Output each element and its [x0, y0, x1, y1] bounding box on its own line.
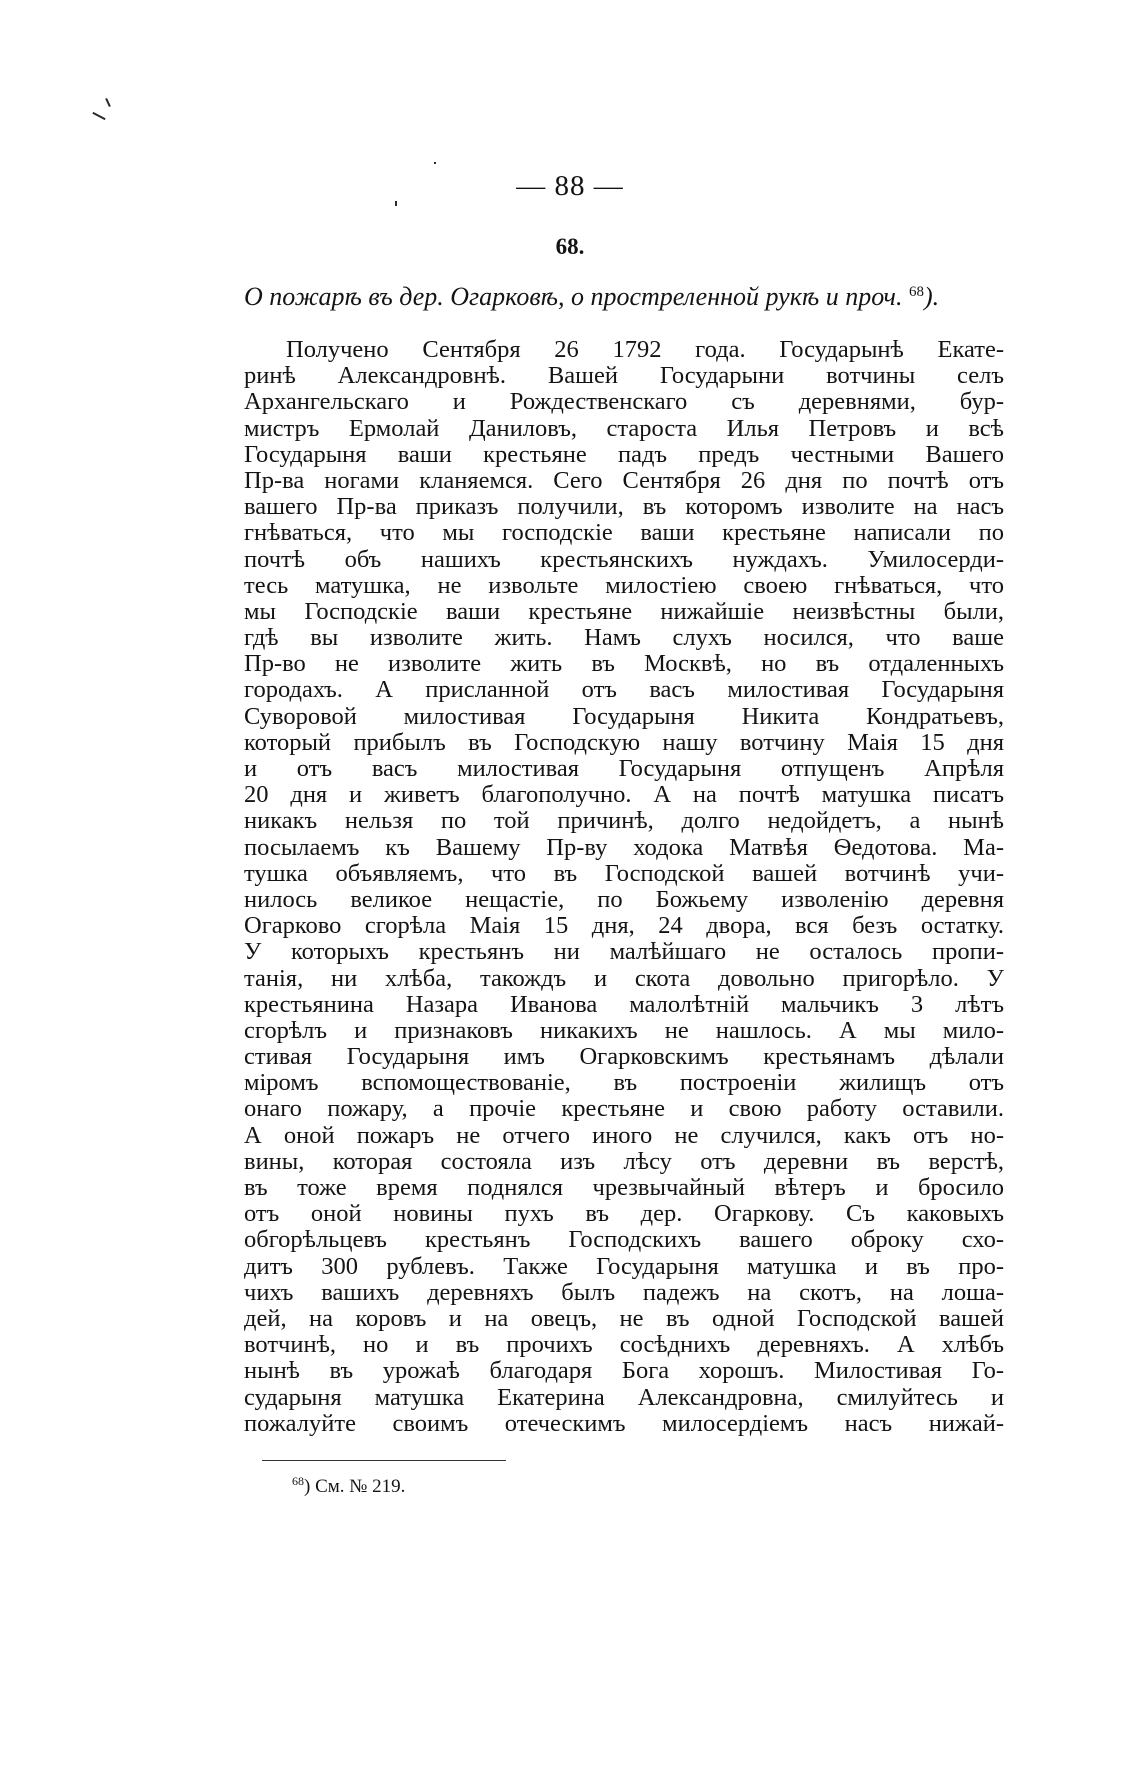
- text-line: Пр-во не изволите жить въ Москвѣ, но въ отдаленныхъ: [244, 651, 1004, 678]
- text-line: нынѣ въ урожаѣ благодаря Бога хорошъ. Милостивая Го-: [244, 1358, 1004, 1385]
- text-line: сгорѣлъ и признаковъ никакихъ не нашлось. А мы мило-: [244, 1017, 1004, 1044]
- text-line: въ тоже время поднялся чрезвычайный вѣтеръ и бросило: [244, 1175, 1004, 1201]
- text-line: Огарково сгорѣла Маія 15 дня, 24 двора, вся безъ остатку.: [244, 913, 1004, 940]
- text-line: сударыня матушка Екатерина Александровна, смилуйтесь и: [244, 1384, 1004, 1411]
- text-line: ринѣ Александровнѣ. Вашей Государыни вотчины селъ: [244, 363, 1004, 390]
- text-line: мистръ Ермолай Даниловъ, староста Илья Петровъ и всѣ: [244, 415, 1004, 442]
- text-line: городахъ. А присланной отъ васъ милостивая Государыня: [244, 677, 1004, 704]
- text-line: и отъ васъ милостивая Государыня отпущенъ Апрѣля: [244, 756, 1004, 782]
- text-line: пожалуйте своимъ отеческимъ милосердіемъ насъ нижай-: [244, 1410, 1004, 1437]
- text-line: Архангельскаго и Рождественскаго съ деревнями, бур-: [244, 389, 1004, 416]
- page-number: — 88 —: [516, 170, 624, 202]
- text-line: почтѣ объ нашихъ крестьянскихъ нуждахъ. Умилосерди-: [244, 546, 1004, 573]
- footnote-reference: 68: [908, 284, 924, 300]
- text-line: гдѣ вы изволите жить. Намъ слухъ носился, что ваше: [244, 625, 1004, 652]
- text-line: онаго пожару, а прочіе крестьяне и свою работу оставили.: [244, 1096, 1004, 1123]
- text-line: чихъ вашихъ деревняхъ былъ падежъ на скотъ, на лоша-: [244, 1279, 1004, 1306]
- document-number: 68.: [555, 234, 585, 259]
- text-line: посылаемъ къ Вашему Пр-ву ходока Матвѣя Ѳедотова. Ма-: [244, 834, 1004, 861]
- text-line: Суворовой милостивая Государыня Никита Кондратьевъ,: [244, 703, 1004, 730]
- footnote-divider: [262, 1460, 506, 1461]
- text-line: вины, которая состояла изъ лѣсу отъ деревни въ верстѣ,: [244, 1148, 1004, 1175]
- text-line: никакъ нельзя по той причинѣ, долго недойдетъ, а нынѣ: [244, 808, 1004, 835]
- text-line: вотчинѣ, но и въ прочихъ сосѣднихъ деревняхъ. А хлѣбъ: [244, 1332, 1004, 1359]
- text-line: обгорѣльцевъ крестьянъ Господскихъ вашего оброку схо-: [244, 1227, 1004, 1254]
- text-line: танія, ни хлѣба, такождъ и скота довольно пригорѣло. У: [244, 965, 1004, 992]
- scan-speck: [434, 162, 436, 164]
- letter-body: [244, 337, 1004, 1437]
- text-line: Государыня ваши крестьяне падъ предъ честными Вашего: [244, 441, 1004, 468]
- text-line: гнѣваться, что мы господскіе ваши крестьяне написали по: [244, 520, 1004, 547]
- text-line: дей, на коровъ и на овецъ, не въ одной Господской вашей: [244, 1305, 1004, 1332]
- document-title: О пожарѣ въ дер. Огарковѣ, о простреленной рукѣ и проч. $^{68}$).: [244, 282, 940, 311]
- scan-speck: [105, 98, 111, 107]
- text-line: вашего Пр-ва приказъ получили, въ которомъ изволите на насъ: [244, 494, 1004, 521]
- document-title-text: О пожарѣ въ дер. Огарковѣ, о простреленной рукѣ и проч.: [244, 282, 903, 311]
- text-line: стивая Государыня имъ Огарковскимъ крестьянамъ дѣлали: [244, 1044, 1004, 1071]
- footnote-text: ) См. № 219.: [304, 1476, 406, 1497]
- text-line: отъ оной новины пухъ въ дер. Огаркову. Съ каковыхъ: [244, 1201, 1004, 1228]
- text-line: 20 дня и живетъ благополучно. А на почтѣ матушка писатъ: [244, 782, 1004, 809]
- text-line: А оной пожаръ не отчего иного не случился, какъ отъ но-: [244, 1122, 1004, 1149]
- text-line: мы Господскіе ваши крестьяне нижайшіе неизвѣстны были,: [244, 598, 1004, 625]
- footnote: [292, 1474, 405, 1498]
- text-line: крестьянина Назара Иванова малолѣтній мальчикъ 3 лѣтъ: [244, 991, 1004, 1018]
- text-line: тесь матушка, не извольте милостіею своею гнѣваться, что: [244, 572, 1004, 599]
- text-line: міромъ вспомоществованіе, въ построеніи жилищъ отъ: [244, 1070, 1004, 1097]
- text-line: Получено Сентября 26 1792 года. Государынѣ Екате-: [286, 337, 1004, 363]
- text-line: Пр-ва ногами кланяемся. Сего Сентября 26 дня по почтѣ отъ: [244, 467, 1004, 494]
- text-line: который прибылъ въ Господскую нашу вотчину Маія 15 дня: [244, 729, 1004, 756]
- text-line: дитъ 300 рублевъ. Также Государыня матушка и въ про-: [244, 1253, 1004, 1280]
- text-line: У которыхъ крестьянъ ни малѣйшаго не осталось пропи-: [244, 939, 1004, 966]
- text-line: тушка объявляемъ, что въ Господской вашей вотчинѣ учи-: [244, 860, 1004, 887]
- scan-speck: [92, 112, 105, 120]
- text-line: нилось великое нещастіе, по Божьему изволенію деревня: [244, 886, 1004, 913]
- footnote-marker: 68: [292, 1474, 304, 1488]
